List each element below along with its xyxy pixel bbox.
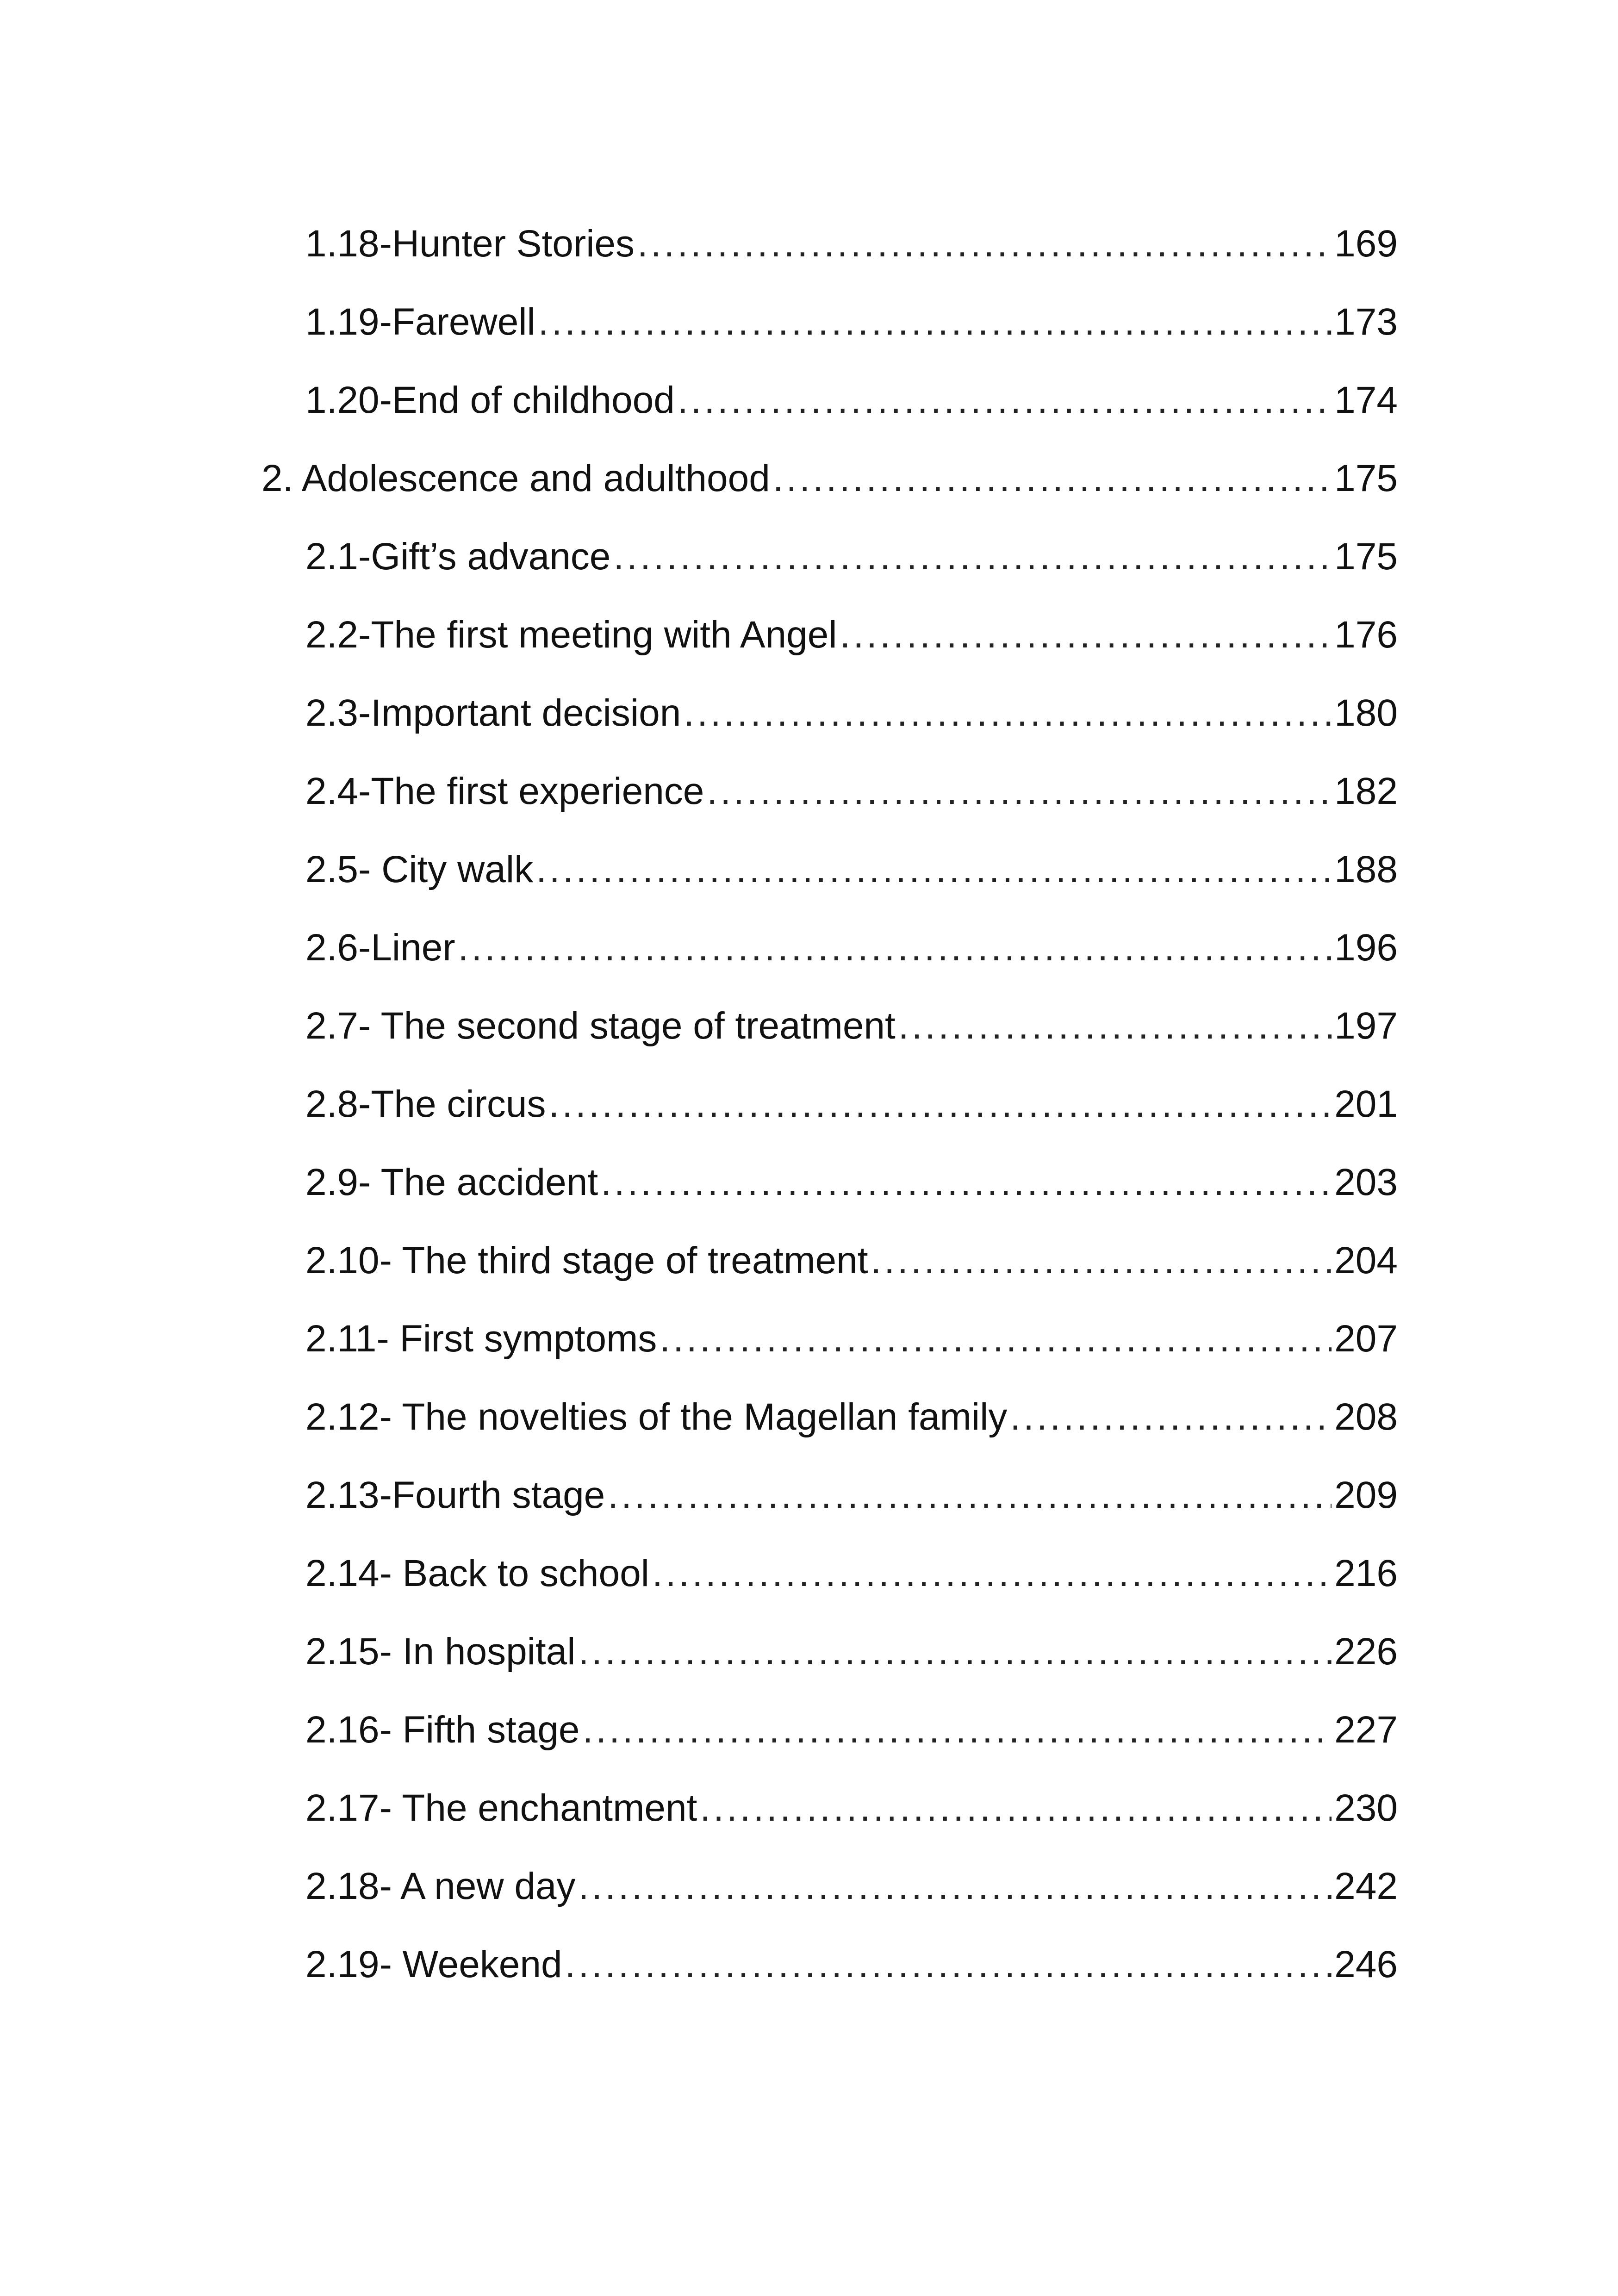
toc-entry-title: 2.6-Liner — [305, 927, 455, 969]
toc-entry-page-number: 180 — [1334, 692, 1398, 734]
toc-entry-page-number: 227 — [1334, 1709, 1398, 1751]
toc-entry[interactable] — [305, 998, 1398, 1054]
toc-entry-page-number: 226 — [1334, 1630, 1398, 1673]
toc-entry-title: 1.19-Farewell — [305, 301, 535, 343]
dot-leader — [601, 1155, 1332, 1210]
toc-entry-page-number: 204 — [1334, 1239, 1398, 1282]
toc-entry-title: 2. Adolescence and adulthood — [261, 457, 770, 499]
toc-entry[interactable] — [305, 1859, 1398, 1914]
toc-entry-title: 2.4-The first experience — [305, 770, 704, 812]
toc-entry-title: 2.16- Fifth stage — [305, 1709, 580, 1751]
toc-entry-page-number: 175 — [1334, 457, 1398, 499]
toc-entry-page-number: 230 — [1334, 1787, 1398, 1829]
toc-entry[interactable] — [261, 451, 1398, 506]
toc-entry[interactable] — [305, 607, 1398, 663]
toc-entry-title: 2.13-Fourth stage — [305, 1474, 605, 1516]
toc-entry-page-number: 203 — [1334, 1161, 1398, 1203]
dot-leader — [678, 373, 1332, 428]
toc-entry-title: 2.10- The third stage of treatment — [305, 1239, 868, 1282]
toc-entry-page-number: 201 — [1334, 1083, 1398, 1125]
toc-entry-page-number: 207 — [1334, 1318, 1398, 1360]
toc-entry-title: 2.3-Important decision — [305, 692, 681, 734]
toc-entry-title: 2.1-Gift’s advance — [305, 535, 611, 578]
toc-entry[interactable] — [305, 1076, 1398, 1132]
toc-entry-page-number: 216 — [1334, 1552, 1398, 1594]
toc-entry[interactable] — [305, 1702, 1398, 1758]
dot-leader — [458, 920, 1332, 976]
toc-entry[interactable] — [305, 1311, 1398, 1367]
toc-entry-title: 2.15- In hospital — [305, 1630, 576, 1673]
dot-leader — [565, 1937, 1332, 1992]
toc-entry-page-number: 182 — [1334, 770, 1398, 812]
toc-entry[interactable] — [305, 294, 1398, 350]
toc-entry-title: 2.19- Weekend — [305, 1943, 562, 1985]
toc-entry-page-number: 173 — [1334, 301, 1398, 343]
toc-entry-title: 2.17- The enchantment — [305, 1787, 697, 1829]
toc-entry-page-number: 188 — [1334, 848, 1398, 890]
toc-entry-title: 1.20-End of childhood — [305, 379, 675, 421]
dot-leader — [583, 1702, 1332, 1758]
dot-leader — [538, 294, 1332, 350]
toc-entry[interactable] — [305, 685, 1398, 741]
toc-entry-title: 2.14- Back to school — [305, 1552, 649, 1594]
toc-entry[interactable] — [305, 1468, 1398, 1523]
toc-entry[interactable] — [305, 1155, 1398, 1210]
toc-entry-page-number: 208 — [1334, 1396, 1398, 1438]
dot-leader — [773, 451, 1332, 506]
toc-entry-page-number: 175 — [1334, 535, 1398, 578]
toc-entry-page-number: 209 — [1334, 1474, 1398, 1516]
toc-entry[interactable] — [305, 1546, 1398, 1601]
toc-entry[interactable] — [305, 764, 1398, 819]
dot-leader — [579, 1624, 1332, 1680]
toc-entry-page-number: 174 — [1334, 379, 1398, 421]
toc-entry[interactable] — [305, 1937, 1398, 1992]
dot-leader — [549, 1076, 1332, 1132]
toc-entry-title: 2.2-The first meeting with Angel — [305, 614, 837, 656]
dot-leader — [579, 1859, 1332, 1914]
toc-entry[interactable] — [305, 842, 1398, 897]
toc-entry-title: 2.5- City walk — [305, 848, 534, 890]
dot-leader — [652, 1546, 1332, 1601]
toc-entry-title: 1.18-Hunter Stories — [305, 223, 635, 265]
dot-leader — [1010, 1389, 1332, 1445]
toc-entry[interactable] — [305, 373, 1398, 428]
toc-entry-title: 2.9- The accident — [305, 1161, 598, 1203]
toc-entry-page-number: 197 — [1334, 1005, 1398, 1047]
toc-entry[interactable] — [305, 920, 1398, 976]
toc-entry-page-number: 196 — [1334, 927, 1398, 969]
dot-leader — [684, 685, 1332, 741]
dot-leader — [637, 216, 1332, 272]
toc-entry-title: 2.7- The second stage of treatment — [305, 1005, 896, 1047]
dot-leader — [898, 998, 1332, 1054]
toc-entry-title: 2.8-The circus — [305, 1083, 546, 1125]
toc-entry[interactable] — [305, 529, 1398, 585]
dot-leader — [707, 764, 1332, 819]
toc-entry[interactable] — [305, 1389, 1398, 1445]
toc-entry-title: 2.18- A new day — [305, 1865, 576, 1907]
toc-entry[interactable] — [305, 1624, 1398, 1680]
toc-entry-page-number: 242 — [1334, 1865, 1398, 1907]
toc-entry[interactable] — [305, 1233, 1398, 1288]
toc-entry[interactable] — [305, 216, 1398, 272]
toc-entry-page-number: 169 — [1334, 223, 1398, 265]
dot-leader — [608, 1468, 1332, 1523]
toc-entry-page-number: 246 — [1334, 1943, 1398, 1985]
toc-entry-title: 2.12- The novelties of the Magellan family — [305, 1396, 1008, 1438]
dot-leader — [871, 1233, 1332, 1288]
dot-leader — [536, 842, 1332, 897]
toc-entry[interactable] — [305, 1780, 1398, 1836]
dot-leader — [660, 1311, 1332, 1367]
dot-leader — [700, 1780, 1332, 1836]
dot-leader — [840, 607, 1332, 663]
toc-entry-title: 2.11- First symptoms — [305, 1318, 657, 1360]
dot-leader — [613, 529, 1332, 585]
toc-entry-page-number: 176 — [1334, 614, 1398, 656]
